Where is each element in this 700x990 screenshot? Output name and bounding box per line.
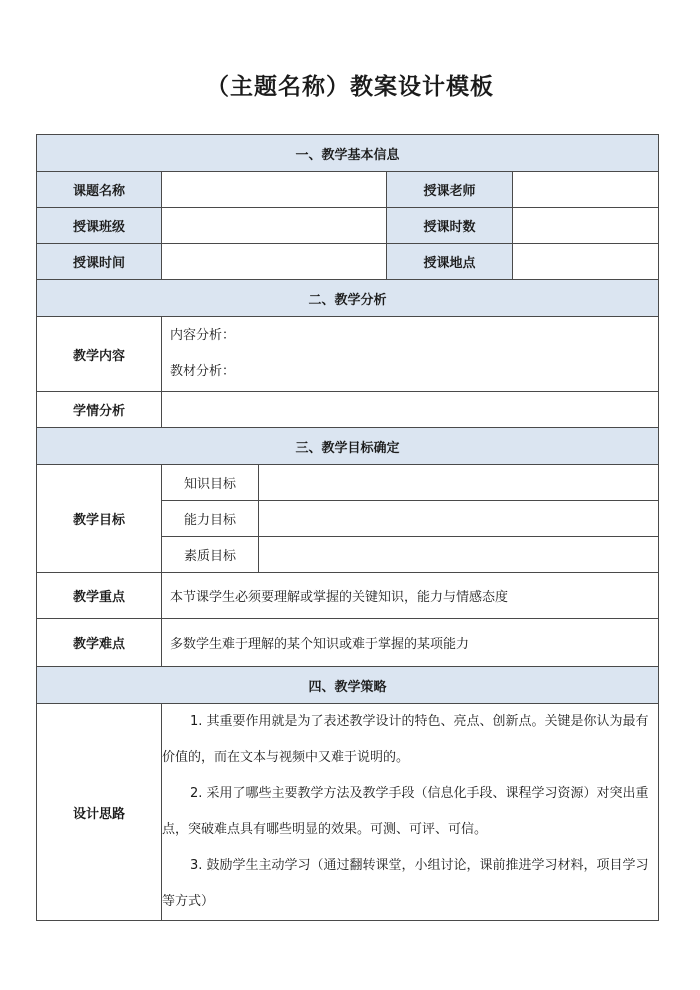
label-location: 授课地点 xyxy=(387,244,513,280)
field-key-points[interactable]: 本节课学生必须要理解或掌握的关键知识，能力与情感态度 xyxy=(162,573,659,619)
label-knowledge-goal: 知识目标 xyxy=(162,465,259,501)
section-header-strategy: 四、教学策略 xyxy=(37,667,659,704)
document-title: （主题名称）教案设计模板 xyxy=(206,74,494,100)
label-teaching-content: 教学内容 xyxy=(37,317,162,392)
label-course-name: 课题名称 xyxy=(37,172,162,208)
field-hours[interactable] xyxy=(513,208,659,244)
label-ability-goal: 能力目标 xyxy=(162,501,259,537)
label-class: 授课班级 xyxy=(37,208,162,244)
section-header-analysis: 二、教学分析 xyxy=(37,280,659,317)
field-course-name[interactable] xyxy=(162,172,387,208)
design-paragraph-1: 1. 其重要作用就是为了表述教学设计的特色、亮点、创新点。关键是你认为最有价值的，而在文本与视频中又难于说明的。 xyxy=(162,714,649,765)
label-key-points: 教学重点 xyxy=(37,573,162,619)
field-learner-analysis[interactable] xyxy=(162,392,659,428)
field-difficulties[interactable]: 多数学生难于理解的某个知识或难于掌握的某项能力 xyxy=(162,619,659,667)
content-analysis-line: 内容分析： xyxy=(170,328,236,343)
textbook-analysis-line: 教材分析： xyxy=(170,364,236,379)
field-time[interactable] xyxy=(162,244,387,280)
label-hours: 授课时数 xyxy=(387,208,513,244)
field-teacher[interactable] xyxy=(513,172,659,208)
label-teaching-goals: 教学目标 xyxy=(37,465,162,573)
field-design-idea[interactable] xyxy=(162,704,659,921)
field-location[interactable] xyxy=(513,244,659,280)
label-learner-analysis: 学情分析 xyxy=(37,392,162,428)
label-teacher: 授课老师 xyxy=(387,172,513,208)
label-time: 授课时间 xyxy=(37,244,162,280)
label-quality-goal: 素质目标 xyxy=(162,537,259,573)
design-paragraph-2: 2. 采用了哪些主要教学方法及教学手段（信息化手段、课程学习资源）对突出重点，突破难点具有哪些明显的效果。可测、可评、可信。 xyxy=(162,786,649,837)
section-header-basic-info: 一、教学基本信息 xyxy=(37,135,659,172)
section-header-objectives: 三、教学目标确定 xyxy=(37,428,659,465)
field-knowledge-goal[interactable] xyxy=(259,465,659,501)
design-paragraph-3: 3. 鼓励学生主动学习（通过翻转课堂，小组讨论，课前推进学习材料，项目学习等方式） xyxy=(162,858,649,909)
field-class[interactable] xyxy=(162,208,387,244)
field-quality-goal[interactable] xyxy=(259,537,659,573)
field-teaching-content[interactable] xyxy=(162,317,659,392)
field-ability-goal[interactable] xyxy=(259,501,659,537)
label-design-idea: 设计思路 xyxy=(37,704,162,921)
lesson-plan-table xyxy=(36,134,659,921)
label-difficulties: 教学难点 xyxy=(37,619,162,667)
